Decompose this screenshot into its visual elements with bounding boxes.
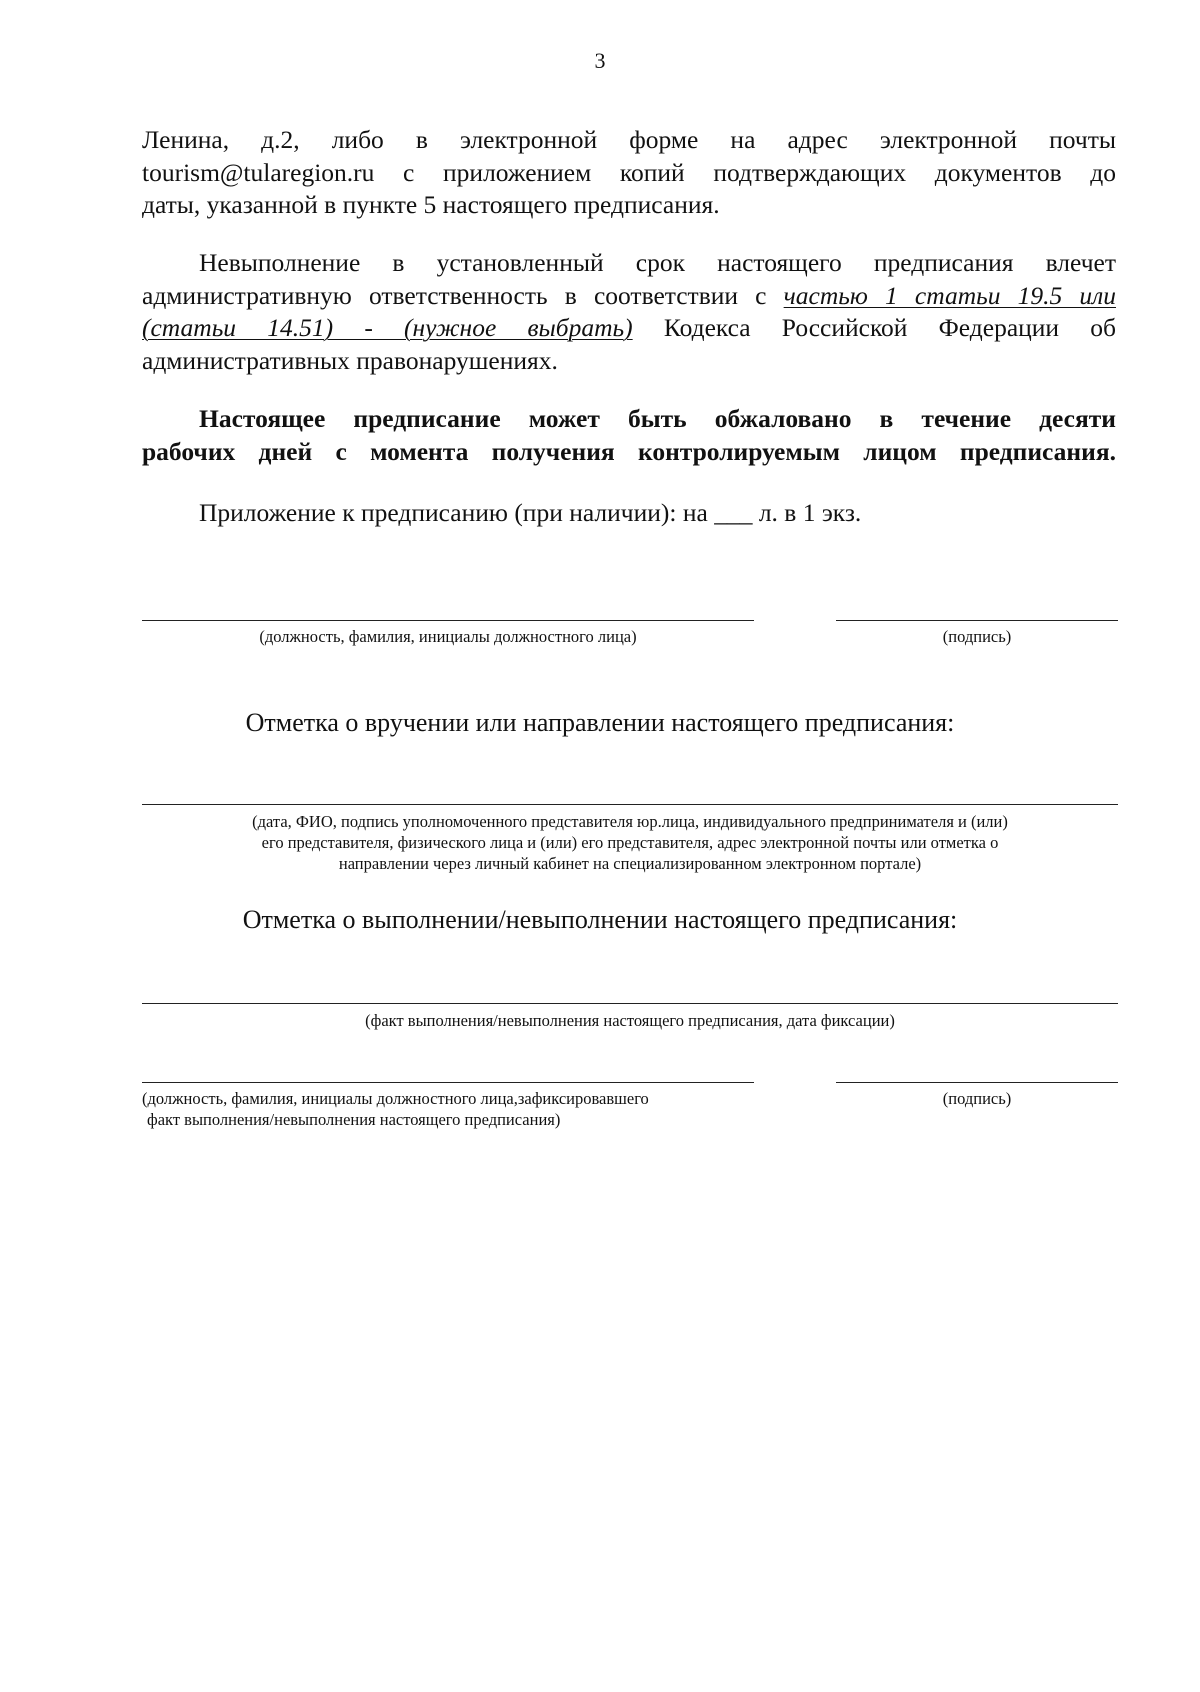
recorder-signature-caption: (подпись) bbox=[942, 1089, 1012, 1108]
text-fragment: административную ответственность в соответствии с bbox=[142, 280, 784, 310]
text-line: Настоящее предписание может быть обжаловано в течение десяти bbox=[199, 404, 1116, 433]
paragraph-submission-address bbox=[142, 124, 1116, 222]
text-line: даты, указанной в пункте 5 настоящего предписания. bbox=[142, 190, 720, 219]
caption-line: направлении через личный кабинет на специализированном электронном портале) bbox=[338, 854, 922, 873]
attachment-sheets-blank: ___ bbox=[714, 498, 753, 527]
position-caption: (должность, фамилия, инициалы должностного лица) bbox=[259, 627, 637, 646]
caption-line: (дата, ФИО, подпись уполномоченного представителя юр.лица, индивидуального предпринимателя и (или) bbox=[252, 812, 1008, 831]
attachment-line bbox=[142, 497, 1116, 530]
text-line: административных правонарушениях. bbox=[142, 345, 558, 375]
execution-mark-caption: (факт выполнения/невыполнения настоящего предписания, дата фиксации) bbox=[365, 1011, 895, 1030]
signature-caption: (подпись) bbox=[942, 627, 1012, 646]
page-number: 3 bbox=[594, 48, 606, 73]
caption-line: (должность, фамилия, инициалы должностного лица,зафиксировавшего bbox=[142, 1089, 649, 1108]
caption-line: его представителя, физического лица и (или) его представителя, адрес электронной почты или отметка о bbox=[261, 833, 999, 852]
text-fragment: Кодекса Российской Федерации об bbox=[632, 313, 1116, 342]
signature-line bbox=[836, 620, 1118, 621]
recorder-position-line bbox=[142, 1082, 754, 1083]
text-line: Ленина, д.2, либо в электронной форме на адрес электронной почты bbox=[142, 125, 1116, 154]
delivery-mark-caption bbox=[142, 811, 1118, 874]
paragraph-appeal bbox=[142, 403, 1116, 468]
law-reference: (статьи 14.51) - (нужное выбрать) bbox=[142, 313, 633, 342]
text-line bbox=[142, 312, 1116, 345]
text-line bbox=[142, 280, 1116, 313]
execution-mark-line bbox=[142, 1003, 1118, 1004]
position-line bbox=[142, 620, 754, 621]
recorder-signature-line bbox=[836, 1082, 1118, 1083]
attachment-prefix: Приложение к предписанию (при наличии): на bbox=[199, 498, 708, 527]
text-line: рабочих дней с момента получения контролируемым лицом предписания. bbox=[142, 436, 1116, 466]
law-reference: частью 1 статьи 19.5 или bbox=[783, 280, 1116, 310]
attachment-suffix: л. в 1 экз. bbox=[758, 498, 862, 527]
delivery-mark-heading: Отметка о вручении или направлении настоящего предписания: bbox=[245, 708, 955, 737]
delivery-mark-line bbox=[142, 804, 1118, 805]
text-line: Невыполнение в установленный срок настоящего предписания влечет bbox=[199, 248, 1116, 277]
caption-line: факт выполнения/невыполнения настоящего предписания) bbox=[147, 1110, 561, 1129]
text-line: tourism@tularegion.ru с приложением копий подтверждающих документов до bbox=[142, 157, 1116, 187]
recorder-position-caption bbox=[142, 1088, 782, 1130]
paragraph-liability bbox=[142, 247, 1116, 377]
execution-mark-heading: Отметка о выполнении/невыполнении настоящего предписания: bbox=[242, 905, 958, 934]
